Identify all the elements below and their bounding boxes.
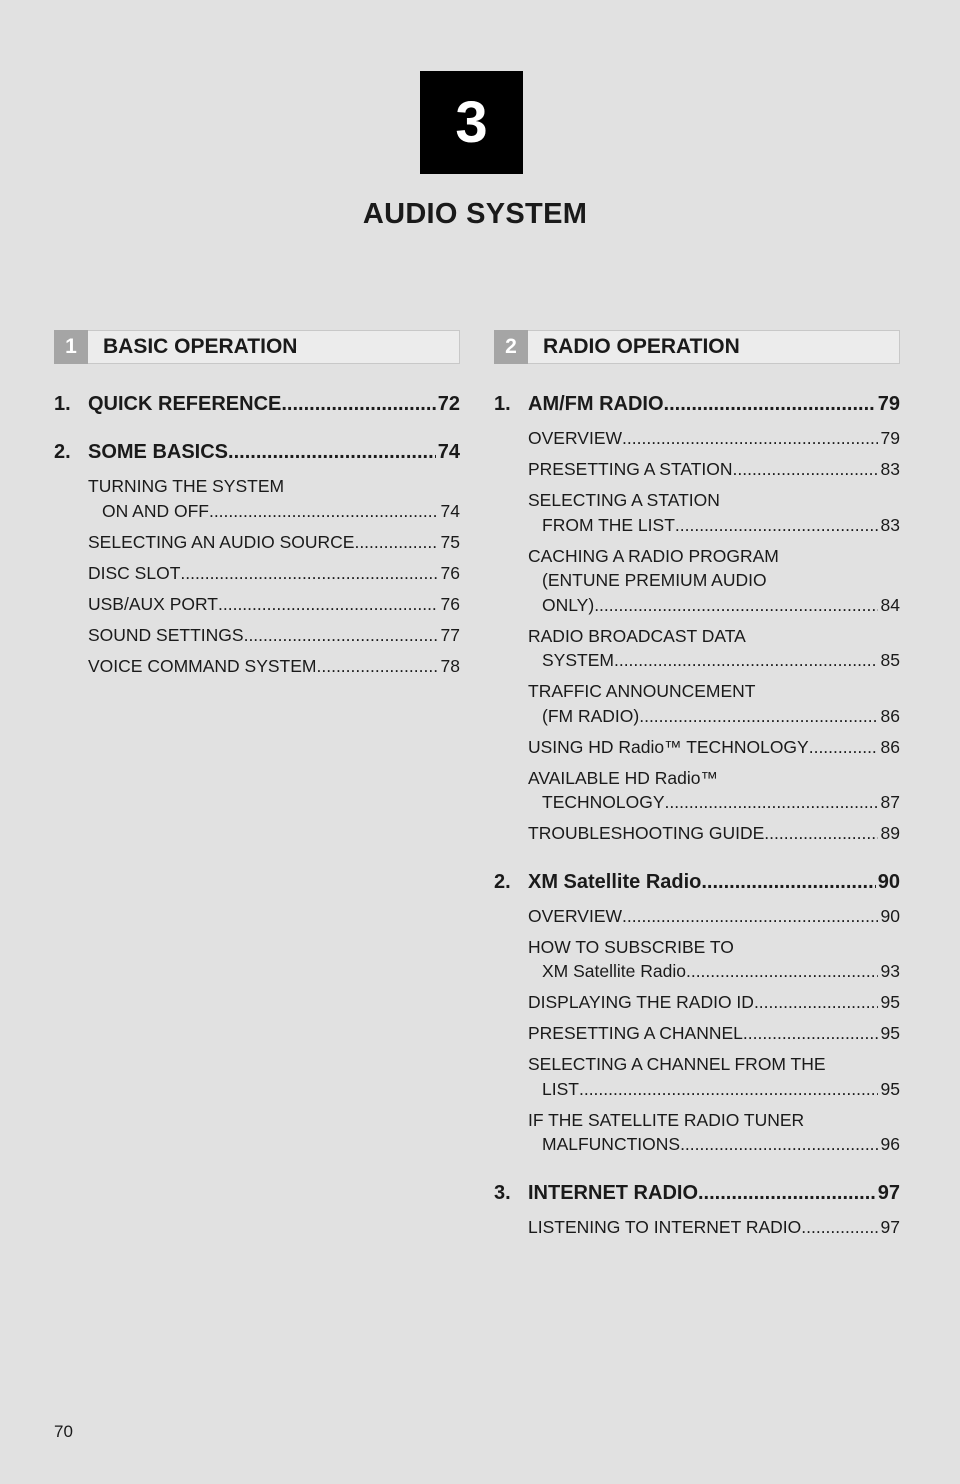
subentry-line-row xyxy=(528,648,900,673)
dot-leader xyxy=(665,790,878,815)
subentry-line: MALFUNCTIONS xyxy=(542,1134,681,1154)
subentry-page: 76 xyxy=(440,562,460,583)
dot-leader xyxy=(579,1077,878,1102)
subentry-page: 78 xyxy=(440,655,460,676)
subentry-line: OVERVIEW xyxy=(528,905,623,926)
subentry-line-row xyxy=(528,959,900,984)
entry-number: 2. xyxy=(54,441,71,463)
toc-subentry[interactable] xyxy=(88,474,460,523)
subentry-line: LISTENING TO INTERNET RADIO xyxy=(528,1216,802,1237)
section-title: BASIC OPERATION xyxy=(103,335,298,358)
subentry-line: VOICE COMMAND SYSTEM xyxy=(88,655,317,676)
toc-chapter-entry[interactable] xyxy=(54,392,460,416)
entry-page: 97 xyxy=(877,1181,900,1204)
subentry-page: 85 xyxy=(880,650,900,670)
subentry-line: ON AND OFF xyxy=(102,500,209,521)
entry-title: XM Satellite Radio xyxy=(528,870,702,893)
dot-leader xyxy=(743,1021,878,1046)
toc-subentry[interactable] xyxy=(528,488,900,537)
subentry-page: 75 xyxy=(440,531,460,552)
dot-leader xyxy=(754,990,878,1015)
subentry-line-row xyxy=(528,1215,900,1240)
dot-leader xyxy=(317,654,438,679)
toc-subentry[interactable] xyxy=(528,544,900,618)
dot-leader xyxy=(354,530,437,555)
subentry-line: SELECTING A CHANNEL FROM THE xyxy=(528,1054,826,1074)
subentry-page: 90 xyxy=(880,905,900,926)
subentry-line-row xyxy=(88,623,460,648)
toc-chapter-entry[interactable] xyxy=(494,392,900,416)
subentry-line-row xyxy=(528,1132,900,1157)
dot-leader xyxy=(281,392,435,416)
subentry-page: 74 xyxy=(440,500,460,521)
toc-subentry[interactable] xyxy=(88,623,460,648)
dot-leader xyxy=(680,1132,877,1157)
subentry-line: SYSTEM xyxy=(542,650,614,670)
subentry-line-row xyxy=(528,821,900,846)
toc-subentry[interactable] xyxy=(528,457,900,482)
subentry-line: TROUBLESHOOTING GUIDE xyxy=(528,823,765,843)
dot-leader xyxy=(809,735,878,760)
subentry-line: PRESETTING A STATION xyxy=(528,459,733,479)
subentry-line: LIST xyxy=(542,1078,579,1099)
section-header xyxy=(54,330,460,364)
dot-leader xyxy=(244,623,438,648)
subentry-list xyxy=(88,474,460,678)
dot-leader xyxy=(594,593,877,618)
subentry-line: TURNING THE SYSTEM xyxy=(88,476,285,496)
entry-page: 79 xyxy=(877,393,900,415)
subentry-line: PRESETTING A CHANNEL xyxy=(528,1023,743,1043)
toc-subentry[interactable] xyxy=(528,1052,900,1101)
toc-subentry[interactable] xyxy=(528,990,900,1015)
subentry-line: OVERVIEW xyxy=(528,428,623,448)
subentry-page: 87 xyxy=(880,792,900,812)
entry-number: 2. xyxy=(494,870,511,893)
toc-subentry[interactable] xyxy=(528,426,900,451)
subentry-line: ONLY) xyxy=(542,594,595,615)
subentry-line-row xyxy=(528,990,900,1015)
dot-leader xyxy=(698,1181,876,1205)
subentry-line: SELECTING AN AUDIO SOURCE xyxy=(88,531,355,552)
subentry-line: (FM RADIO) xyxy=(542,705,640,726)
toc-subentry[interactable] xyxy=(88,561,460,586)
subentry-line: CACHING A RADIO PROGRAM xyxy=(528,545,779,566)
entry-number: 1. xyxy=(494,393,511,415)
section-title: RADIO OPERATION xyxy=(543,335,740,358)
subentry-list xyxy=(528,426,900,846)
toc-subentry[interactable] xyxy=(528,1108,900,1157)
subentry-line: SELECTING A STATION xyxy=(528,490,720,510)
subentry-line: IF THE SATELLITE RADIO TUNER xyxy=(528,1109,805,1130)
entry-title-wrap xyxy=(528,392,876,416)
entry-title-wrap xyxy=(88,392,436,416)
subentry-line-row xyxy=(88,592,460,617)
entry-title-wrap xyxy=(528,1181,876,1205)
subentry-line: HOW TO SUBSCRIBE TO xyxy=(528,936,734,957)
chapter-title: AUDIO SYSTEM xyxy=(362,198,588,230)
subentry-line-row xyxy=(88,561,460,586)
toc-entries xyxy=(54,392,460,678)
entry-page: 90 xyxy=(877,870,900,893)
subentry-page: 97 xyxy=(880,1216,900,1237)
entry-title-wrap xyxy=(88,440,436,464)
subentry-page: 89 xyxy=(880,823,900,843)
toc-subentry[interactable] xyxy=(528,1021,900,1046)
entry-title: INTERNET RADIO xyxy=(528,1181,698,1204)
dot-leader xyxy=(614,648,878,673)
toc-subentry[interactable] xyxy=(528,904,900,929)
dot-leader xyxy=(664,392,876,416)
subentry-page: 95 xyxy=(880,992,900,1012)
subentry-line-row xyxy=(528,790,900,815)
toc-subentry[interactable] xyxy=(528,624,900,673)
subentry-line: XM Satellite Radio xyxy=(542,961,686,981)
subentry-page: 95 xyxy=(880,1078,900,1099)
subentry-line: DISC SLOT xyxy=(88,562,181,583)
toc-subentry[interactable] xyxy=(528,821,900,846)
dot-leader xyxy=(701,870,875,894)
entry-number: 3. xyxy=(494,1181,511,1204)
subentry-page: 95 xyxy=(880,1023,900,1043)
subentry-line-row xyxy=(88,499,460,524)
subentry-line: (ENTUNE PREMIUM AUDIO xyxy=(542,570,767,590)
section-header xyxy=(494,330,900,364)
subentry-line: USB/AUX PORT xyxy=(88,593,218,614)
subentry-page: 77 xyxy=(440,624,460,645)
toc-subentry[interactable] xyxy=(528,935,900,984)
subentry-line: RADIO BROADCAST DATA xyxy=(528,625,746,646)
dot-leader xyxy=(733,457,878,482)
subentry-line-row xyxy=(528,904,900,929)
subentry-page: 76 xyxy=(440,593,460,614)
dot-leader xyxy=(675,513,878,538)
subentry-page: 79 xyxy=(880,428,900,448)
dot-leader xyxy=(180,561,437,586)
subentry-line: DISPLAYING THE RADIO ID xyxy=(528,992,754,1012)
dot-leader xyxy=(622,904,878,929)
dot-leader xyxy=(764,821,877,846)
subentry-line: TECHNOLOGY xyxy=(542,792,665,812)
dot-leader xyxy=(622,426,878,451)
dot-leader xyxy=(801,1215,877,1240)
subentry-page: 83 xyxy=(880,514,900,535)
toc-subentry[interactable] xyxy=(88,654,460,679)
toc-chapter-entry[interactable] xyxy=(494,870,900,894)
subentry-line: TRAFFIC ANNOUNCEMENT xyxy=(528,681,756,701)
subentry-line-row xyxy=(528,426,900,451)
dot-leader xyxy=(639,704,877,729)
subentry-line-row xyxy=(88,530,460,555)
subentry-line: SOUND SETTINGS xyxy=(88,624,244,645)
toc-subentry[interactable] xyxy=(528,766,900,815)
subentry-line-row xyxy=(528,704,900,729)
subentry-line-row xyxy=(528,735,900,760)
toc-entries xyxy=(494,392,900,1239)
subentry-line-row xyxy=(528,1021,900,1046)
chapter-number-box xyxy=(420,71,523,174)
subentry-page: 93 xyxy=(880,961,900,981)
subentry-line-row xyxy=(528,593,900,618)
dot-leader xyxy=(218,592,438,617)
subentry-line-row xyxy=(528,1077,900,1102)
subentry-list xyxy=(528,904,900,1157)
toc-subentry[interactable] xyxy=(528,1215,900,1240)
section-radio-operation xyxy=(494,330,900,1263)
entry-number: 1. xyxy=(54,393,71,415)
toc-subentry[interactable] xyxy=(528,679,900,728)
section-basic-operation xyxy=(54,330,460,702)
entry-title-wrap xyxy=(528,870,876,894)
entry-title: SOME BASICS xyxy=(88,441,229,463)
entry-title: AM/FM RADIO xyxy=(528,393,664,415)
subentry-line: AVAILABLE HD Radio™ xyxy=(528,767,718,788)
subentry-list xyxy=(528,1215,900,1240)
subentry-page: 86 xyxy=(880,705,900,726)
entry-page: 72 xyxy=(437,393,460,415)
subentry-line: USING HD Radio™ TECHNOLOGY xyxy=(528,736,809,757)
subentry-line: FROM THE LIST xyxy=(542,514,675,535)
subentry-page: 83 xyxy=(880,459,900,479)
dot-leader xyxy=(686,959,878,984)
section-number-badge: 2 xyxy=(494,330,528,364)
dot-leader xyxy=(209,499,438,524)
toc-chapter-entry[interactable] xyxy=(494,1181,900,1205)
subentry-page: 84 xyxy=(880,594,900,615)
subentry-page: 96 xyxy=(880,1134,900,1154)
chapter-number: 3 xyxy=(455,90,488,155)
toc-subentry[interactable] xyxy=(88,530,460,555)
page-number: 70 xyxy=(54,1422,73,1441)
subentry-line-row xyxy=(88,654,460,679)
toc-subentry[interactable] xyxy=(528,735,900,760)
entry-title: QUICK REFERENCE xyxy=(88,393,282,415)
subentry-page: 86 xyxy=(880,736,900,757)
subentry-line-row xyxy=(528,513,900,538)
entry-page: 74 xyxy=(437,441,460,463)
toc-subentry[interactable] xyxy=(88,592,460,617)
section-number-badge: 1 xyxy=(54,330,88,364)
dot-leader xyxy=(228,440,436,464)
subentry-line-row xyxy=(528,457,900,482)
toc-chapter-entry[interactable] xyxy=(54,440,460,464)
